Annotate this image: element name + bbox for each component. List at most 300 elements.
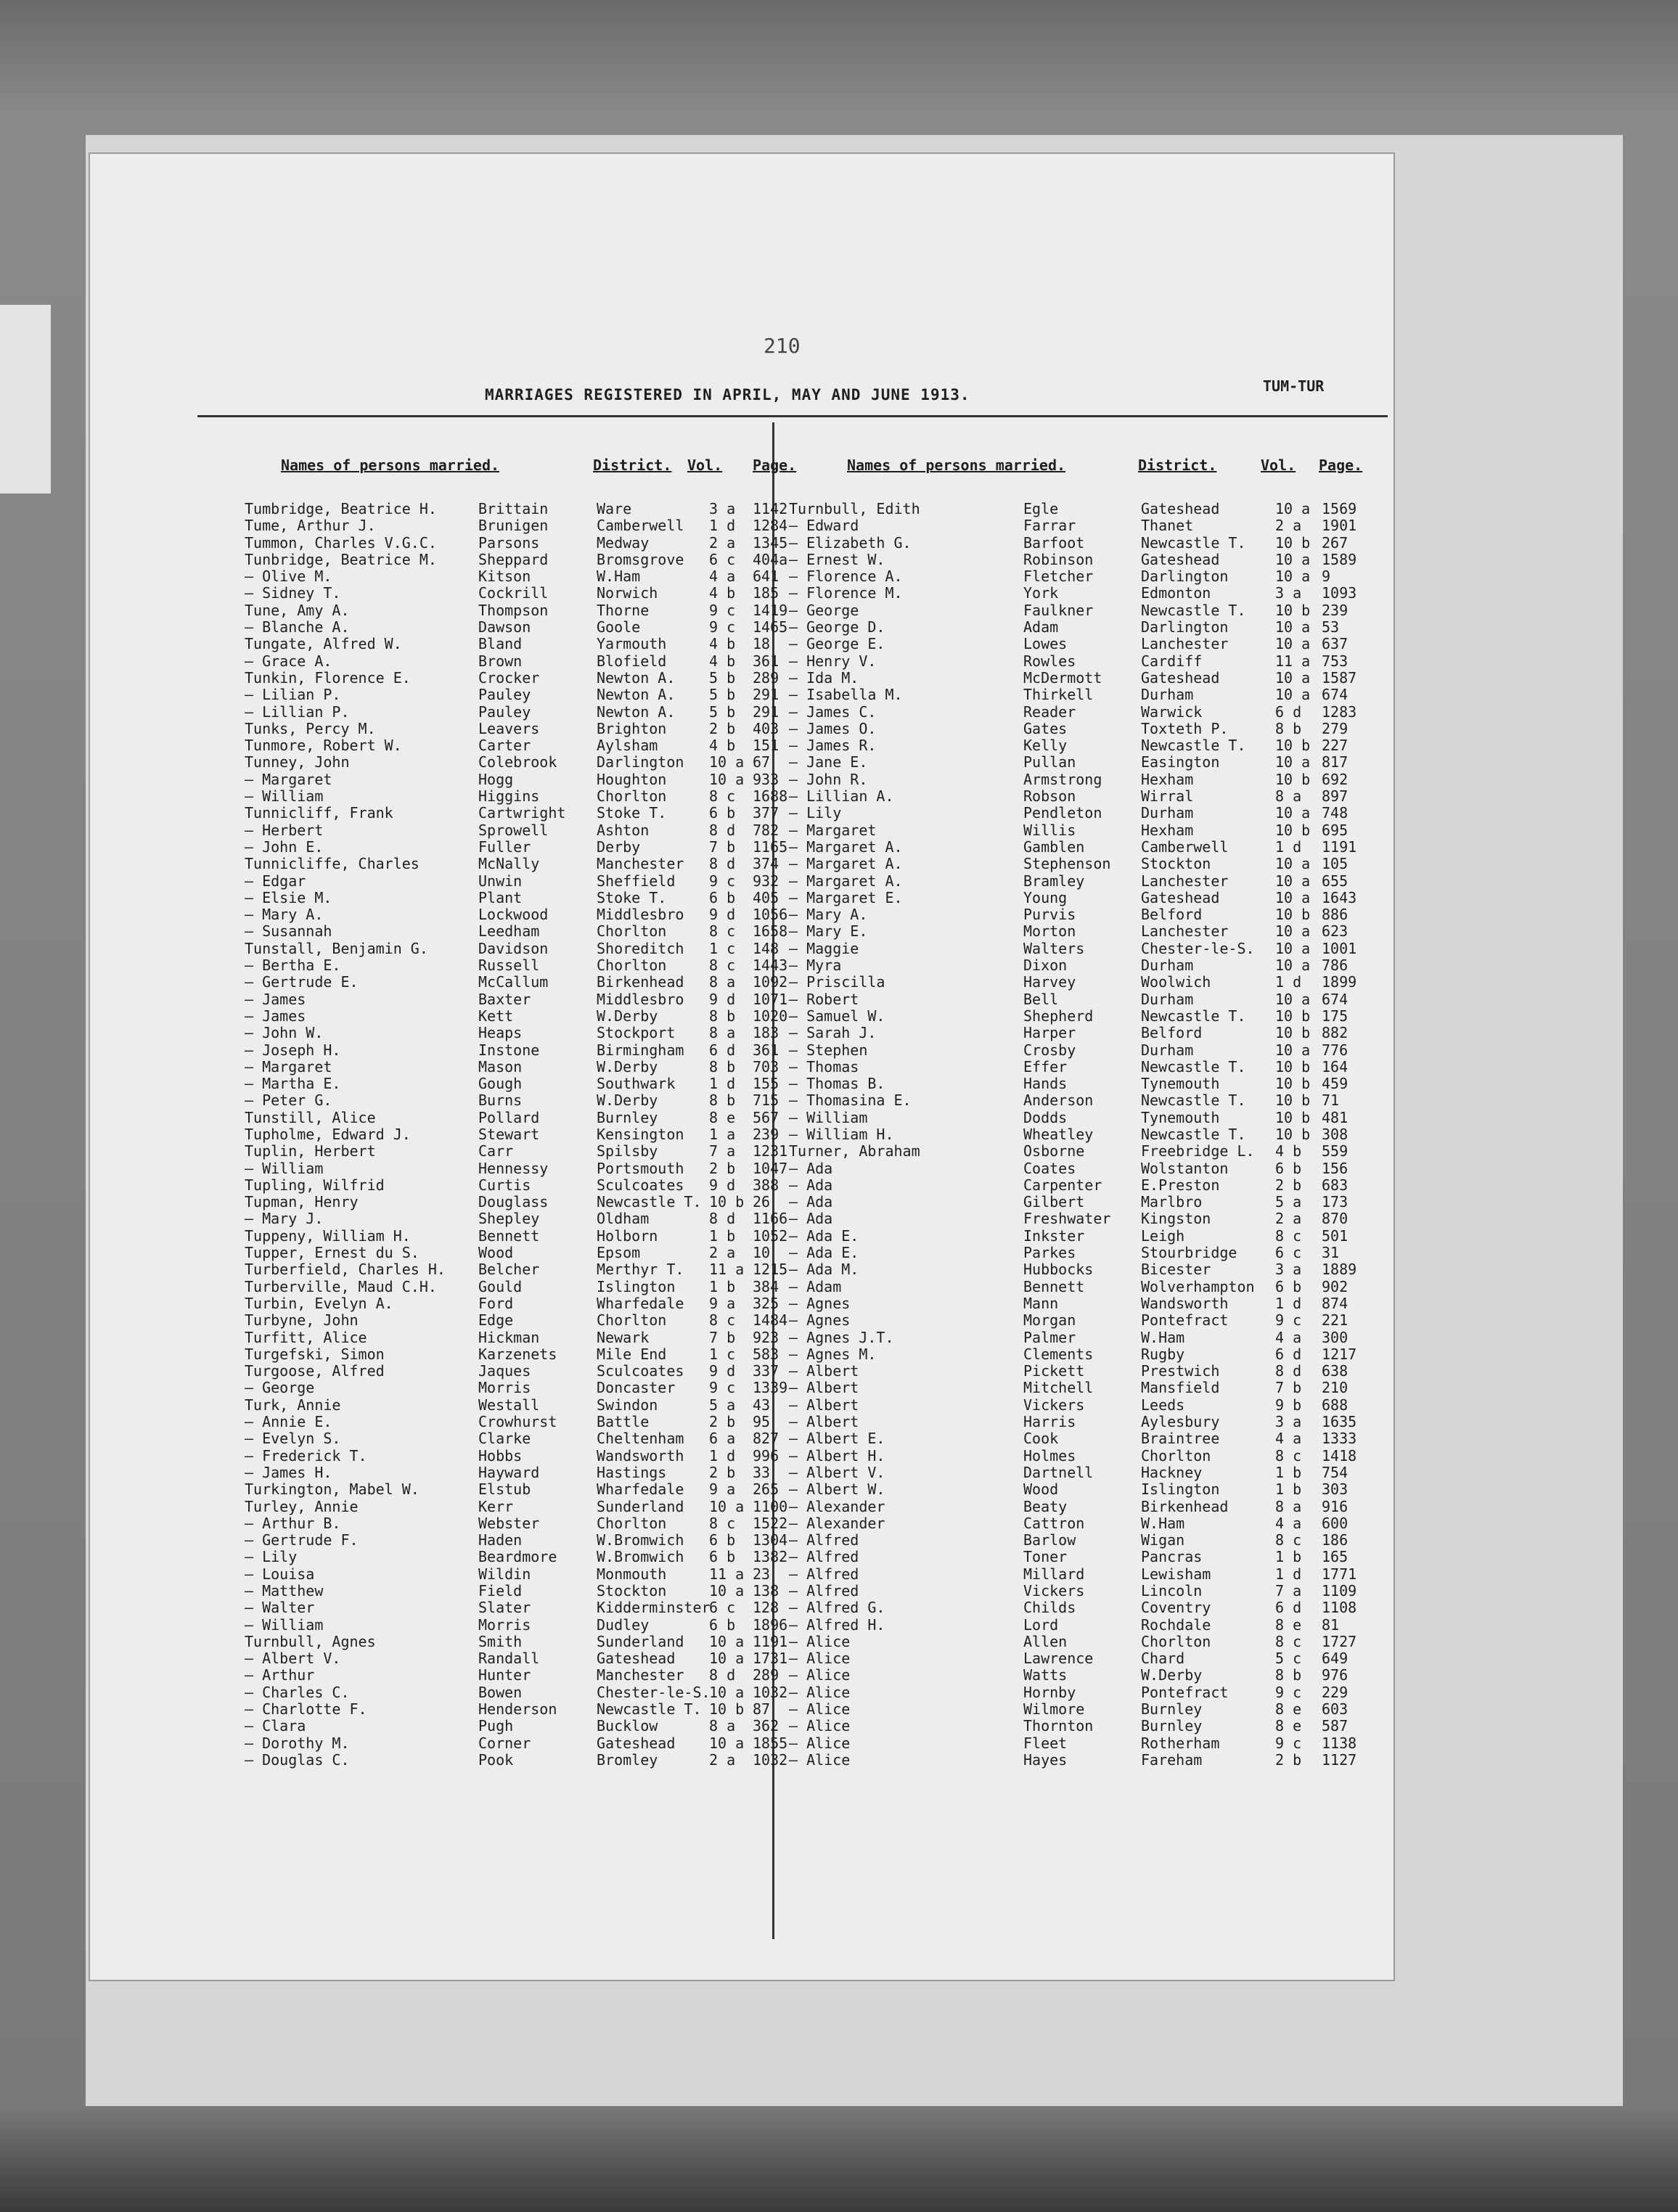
entry-name: Tupholme, Edward J. [245,1125,411,1143]
entry-name: — John E. [245,837,324,856]
entry-spouse-surname: Reader [1023,702,1076,721]
entry-volume: 1 d [1275,837,1302,856]
entry-name: — Sidney T. [245,584,341,602]
entry-spouse-surname: Adam [1023,618,1059,636]
entry-page: 692 [1322,770,1348,788]
entry-name: — Matthew [245,1582,324,1599]
entry-district: Birkenhead [597,973,684,991]
register-entry [789,1532,1370,1549]
entry-spouse-surname: Faulkner [1023,601,1094,619]
page-number: 210 [764,334,801,358]
entry-page: 1071 [753,990,788,1008]
entry-page: 183 [753,1024,779,1042]
entry-volume: 10 a [709,770,745,788]
entry-volume: 1 c [709,1345,736,1363]
entry-page: 1587 [1322,668,1357,687]
entry-district: Blofield [597,652,667,670]
entry-name: — Charlotte F. [245,1700,367,1719]
entry-name: — Gertrude E. [245,973,359,991]
entry-name: Turberville, Maud C.H. [245,1277,437,1295]
entry-page: 289 [753,668,779,687]
entry-name: — Margaret A. [789,837,903,856]
entry-spouse-surname: Higgins [478,787,540,806]
entry-name: — Louisa [245,1565,315,1583]
vol-header: Vol. [1261,456,1296,474]
entry-spouse-surname: Douglass [478,1193,549,1211]
register-entry [245,1599,779,1617]
entry-district: Newcastle T. [1141,1007,1246,1025]
register-entry [789,1008,1370,1025]
entry-name: Turgefski, Simon [245,1345,385,1363]
entry-page: 384 [753,1277,779,1295]
register-entry [245,635,771,653]
entry-volume: 7 a [709,1142,736,1160]
entry-volume: 8 e [1275,1615,1302,1634]
entry-spouse-surname: Gilbert [1023,1193,1085,1211]
page-header: Page. [1319,456,1363,474]
entry-district: Lanchester [1141,635,1229,653]
entry-name: — Elizabeth G. [789,533,912,552]
entry-spouse-surname: Wildin [478,1565,531,1583]
entry-volume: 9 a [709,1480,736,1499]
entry-spouse-surname: Pook [478,1750,514,1769]
entry-name: — Florence A. [789,568,903,586]
entry-volume: 6 d [709,1041,736,1059]
entry-spouse-surname: Belcher [478,1261,540,1279]
entry-district: Newark [597,1328,650,1346]
register-entry [789,1177,1370,1194]
entry-volume: 9 d [709,1176,736,1194]
entry-name: — Grace A. [245,652,332,670]
entry-spouse-surname: Mason [478,1057,523,1076]
register-entry [789,1499,1370,1515]
entry-volume: 8 e [1275,1717,1302,1735]
entry-page: 1643 [1322,888,1357,906]
entry-name: — James H. [245,1463,332,1481]
surname-range: TUM-TUR [1263,377,1325,395]
entry-volume: 10 a [709,1497,745,1515]
entry-name: — Ida M. [789,668,859,687]
entry-page: 1138 [1322,1734,1357,1752]
entry-page: 210 [1322,1379,1348,1397]
entry-district: Newcastle T. [1141,1057,1246,1076]
entry-spouse-surname: Stephenson [1023,855,1111,873]
entry-page: 655 [1322,872,1348,890]
register-entry [245,1497,788,1515]
entry-spouse-surname: Palmer [1023,1328,1076,1346]
register-entry [789,754,1370,771]
entry-page: 1418 [1322,1446,1357,1465]
entry-page: 1100 [753,1497,788,1515]
entry-district: Belford [1141,906,1203,924]
register-entry [245,550,788,568]
entry-volume: 10 a [709,1582,745,1599]
entry-spouse-surname: Morris [478,1379,531,1397]
entry-name: Turbyne, John [245,1311,359,1330]
entry-name: — Alice [789,1700,851,1719]
entry-name: Turley, Annie [245,1497,359,1515]
entry-name: — Frederick T. [245,1446,367,1465]
entry-name: — Lillian A. [789,787,894,806]
entry-name: — Elsie M. [245,888,332,906]
entry-page: 279 [1322,719,1348,737]
entry-volume: 9 c [1275,1311,1302,1330]
entry-name: Tupman, Henry [245,1193,359,1211]
entry-name: — Joseph H. [245,1041,341,1059]
register-entry [245,1362,779,1380]
entry-spouse-surname: Henderson [478,1700,557,1719]
entry-name: — Douglas C. [245,1750,350,1769]
entry-district: Hackney [1141,1463,1203,1481]
entry-district: Rugby [1141,1345,1185,1363]
register-entry [789,822,1370,839]
entry-district: Chorlton [1141,1446,1211,1465]
register-entry [245,1396,771,1414]
entry-page: 637 [1322,635,1348,653]
entry-name: — John R. [789,770,868,788]
register-entry [245,1226,788,1245]
entry-volume: 10 a [1275,855,1311,873]
entry-spouse-surname: Elstub [478,1480,531,1499]
entry-spouse-surname: Beaty [1023,1497,1068,1515]
entry-name: — Herbert [245,821,324,839]
entry-volume: 8 b [709,1007,736,1025]
entry-spouse-surname: Pendleton [1023,804,1102,822]
entry-spouse-surname: Kelly [1023,737,1068,755]
entry-page: 902 [1322,1277,1348,1295]
entry-page: 9 [1322,568,1331,586]
entry-page: 1589 [1322,550,1357,568]
entry-page: 501 [1322,1226,1348,1245]
entry-page: 916 [1322,1497,1348,1515]
register-entry [245,1007,788,1025]
entry-page: 185 [753,584,779,602]
entry-district: Spilsby [597,1142,658,1160]
entry-page: 782 [753,821,779,839]
register-entry [789,619,1370,636]
entry-name: — Peter G. [245,1091,332,1110]
register-entry [245,990,788,1008]
entry-name: Tumbridge, Beatrice H. [245,500,437,517]
register-entry [245,500,788,517]
entry-volume: 6 b [709,1531,736,1549]
entry-spouse-surname: Leedham [478,922,540,941]
entry-page: 1215 [753,1261,788,1279]
entry-volume: 10 b [1275,1057,1311,1076]
register-entry [789,1143,1370,1160]
entry-district: Brighton [597,719,667,737]
entry-district: Warwick [1141,702,1203,721]
entry-district: Manchester [597,855,684,873]
entry-name: — Thomasina E. [789,1091,912,1110]
register-entry [245,1750,788,1769]
entry-volume: 10 b [1275,1007,1311,1025]
entry-district: Portsmouth [597,1159,684,1177]
register-entry [789,737,1370,754]
entry-district: Monmouth [597,1565,667,1583]
entry-spouse-surname: Cockrill [478,584,549,602]
entry-name: — Albert W. [789,1480,885,1499]
entry-spouse-surname: Young [1023,888,1068,906]
entry-spouse-surname: Leavers [478,719,540,737]
entry-district: Holborn [597,1226,658,1245]
entry-page: 1047 [753,1159,788,1177]
entry-name: — Ernest W. [789,550,885,568]
entry-volume: 1 b [1275,1463,1302,1481]
register-entry [789,1650,1370,1667]
entry-volume: 10 a [1275,922,1311,941]
register-entry [245,753,771,771]
entry-district: Tynemouth [1141,1075,1220,1093]
entry-page: 291 [753,686,779,704]
entry-spouse-surname: Kerr [478,1497,514,1515]
entry-page: 1855 [753,1734,788,1752]
entry-name: — James C. [789,702,877,721]
entry-page: 776 [1322,1041,1348,1059]
entry-district: Leeds [1141,1396,1185,1414]
entry-district: Chorlton [597,922,667,941]
entry-volume: 6 b [1275,1277,1302,1295]
entry-spouse-surname: Coates [1023,1159,1076,1177]
entry-volume: 10 a [1275,668,1311,687]
entry-page: 1052 [753,1226,788,1245]
register-entry [789,1042,1370,1059]
entry-district: Pontefract [1141,1683,1229,1701]
entry-name: Tupling, Wilfrid [245,1176,385,1194]
entry-volume: 1 d [1275,1565,1302,1583]
entry-district: Thanet [1141,517,1194,535]
register-entry [245,1565,771,1583]
entry-page: 748 [1322,804,1348,822]
entry-spouse-surname: Sheppard [478,550,549,568]
entry-volume: 1 d [1275,973,1302,991]
entry-district: Marlbro [1141,1193,1203,1211]
entry-page: 1688 [753,787,788,806]
entry-spouse-surname: Fleet [1023,1734,1068,1752]
entry-spouse-surname: Ford [478,1294,514,1312]
entry-volume: 8 c [1275,1226,1302,1245]
entry-name: — Alice [789,1734,851,1752]
entry-page: 151 [753,737,779,755]
entry-volume: 8 a [1275,1497,1302,1515]
entry-district: Hastings [597,1463,667,1481]
entry-volume: 3 a [1275,1261,1302,1279]
register-entry [789,1245,1370,1261]
entry-district: Coventry [1141,1599,1211,1617]
entry-name: Tungate, Alfred W. [245,635,402,653]
entry-name: — Alice [789,1683,851,1701]
register-entry [789,704,1370,721]
entry-name: — Martha E. [245,1075,341,1093]
register-entry [245,973,788,991]
register-entry [245,1024,779,1042]
entry-volume: 6 b [709,1548,736,1566]
entry-district: Newton A. [597,686,676,704]
entry-name: — James [245,1007,306,1025]
entry-page: 786 [1322,957,1348,975]
entry-name: — William [245,787,324,806]
entry-district: Toxteth P. [1141,719,1229,737]
register-entry [245,1514,788,1532]
register-entry [245,1075,779,1093]
entry-district: Wigan [1141,1531,1185,1549]
entry-volume: 6 d [1275,1345,1302,1363]
entry-name: — Albert [789,1362,859,1380]
entry-volume: 10 a [709,1683,745,1701]
entry-name: — Clara [245,1717,306,1735]
entry-volume: 7 b [1275,1379,1302,1397]
entry-page: 623 [1322,922,1348,941]
entry-spouse-surname: Plant [478,888,523,906]
entry-district: Stourbridge [1141,1244,1237,1262]
entry-spouse-surname: Willis [1023,821,1076,839]
entry-district: Durham [1141,957,1194,975]
entry-page: 1166 [753,1210,788,1228]
entry-district: Mansfield [1141,1379,1220,1397]
entry-district: Burnley [597,1108,658,1126]
entry-district: Newcastle T. [1141,601,1246,619]
entry-district: Rotherham [1141,1734,1220,1752]
entry-volume: 8 e [709,1108,736,1126]
entry-volume: 10 a [1275,990,1311,1008]
entry-volume: 5 b [709,702,736,721]
entry-spouse-surname: Brittain [478,500,549,517]
entry-page: 405 [753,888,779,906]
entry-district: Prestwich [1141,1362,1220,1380]
entry-name: — Agnes [789,1311,851,1330]
entry-spouse-surname: Bland [478,635,523,653]
entry-page: 1901 [1322,517,1357,535]
entry-district: Bromley [597,1750,658,1769]
entry-district: Darlington [597,753,684,771]
entry-name: — Margaret [789,821,877,839]
entry-name: — Bertha E. [245,957,341,975]
entry-name: — William [245,1615,324,1634]
entry-page: 148 [753,939,779,957]
entry-spouse-surname: Crowhurst [478,1413,557,1431]
entry-page: 291 [753,702,779,721]
register-entry [245,1480,779,1499]
entry-district: Belford [1141,1024,1203,1042]
entry-name: — Margaret A. [789,855,903,873]
entry-volume: 8 c [1275,1446,1302,1465]
entry-name: — Evelyn S. [245,1430,341,1448]
entry-page: 1217 [1322,1345,1357,1363]
register-entry [789,1617,1370,1634]
entry-district: Tynemouth [1141,1108,1220,1126]
entry-name: — Isabella M. [789,686,903,704]
entry-volume: 8 a [709,1717,736,1735]
entry-page: 1443 [753,957,788,975]
register-entry [245,1700,771,1719]
entry-page: 175 [1322,1007,1348,1025]
entry-volume: 4 b [709,652,736,670]
entry-spouse-surname: Baxter [478,990,531,1008]
entry-page: 403 [753,719,779,737]
entry-district: Islington [1141,1480,1220,1499]
entry-district: Kensington [597,1125,684,1143]
register-entry [245,1193,771,1211]
entry-page: 897 [1322,787,1348,806]
entry-district: Ashton [597,821,650,839]
entry-volume: 10 b [1275,1024,1311,1042]
entry-page: 1127 [1322,1750,1357,1769]
entry-district: Stoke T. [597,804,667,822]
entry-name: — Agnes J.T. [789,1328,894,1346]
entry-name: Tunnicliffe, Charles [245,855,420,873]
entry-page: 1771 [1322,1565,1357,1583]
register-entry [245,1210,788,1228]
entry-page: 1731 [753,1650,788,1668]
entry-spouse-surname: Corner [478,1734,531,1752]
entry-spouse-surname: Lockwood [478,906,549,924]
entry-volume: 2 b [709,719,736,737]
entry-page: 43 [753,1396,771,1414]
entry-name: — John W. [245,1024,324,1042]
entry-name: Tunmore, Robert W. [245,737,402,755]
register-entry [789,568,1370,585]
entry-spouse-surname: Bell [1023,990,1059,1008]
entry-volume: 4 a [1275,1430,1302,1448]
entry-district: Wharfedale [597,1294,684,1312]
entry-district: Kingston [1141,1210,1211,1228]
entry-spouse-surname: Fuller [478,837,531,856]
entry-district: Burnley [1141,1717,1203,1735]
entry-name: — Albert [789,1379,859,1397]
entry-page: 754 [1322,1463,1348,1481]
register-entry [789,602,1370,619]
entry-volume: 8 a [1275,787,1302,806]
entry-page: 874 [1322,1294,1348,1312]
entry-page: 1056 [753,906,788,924]
entry-name: — Priscilla [789,973,885,991]
entry-name: — Lily [245,1548,298,1566]
entry-page: 300 [1322,1328,1348,1346]
vol-header: Vol. [687,456,723,474]
entry-page: 67 [753,753,771,771]
entry-spouse-surname: Morris [478,1615,531,1634]
entry-volume: 8 b [709,1057,736,1076]
entry-district: W.Derby [597,1057,658,1076]
entry-district: Easington [1141,753,1220,771]
entry-name: — Mary A. [789,906,868,924]
entry-district: Middlesbro [597,906,684,924]
entry-volume: 9 c [1275,1734,1302,1752]
entry-volume: 9 a [709,1294,736,1312]
entry-name: — Ada M. [789,1261,859,1279]
entry-page: 325 [753,1294,779,1312]
entry-page: 638 [1322,1362,1348,1380]
register-entry [789,1312,1370,1329]
entry-page: 71 [1322,1091,1340,1110]
entry-spouse-surname: Parkes [1023,1244,1076,1262]
entry-volume: 2 a [1275,1210,1302,1228]
entry-spouse-surname: Dawson [478,618,531,636]
register-entry [789,1465,1370,1481]
entry-spouse-surname: Vickers [1023,1396,1085,1414]
entry-volume: 4 b [709,635,736,653]
entry-name: — James R. [789,737,877,755]
entry-spouse-surname: Vickers [1023,1582,1085,1599]
register-entry [789,636,1370,652]
register-entry [789,1194,1370,1211]
entry-name: Tunnicliff, Frank [245,804,393,822]
entry-volume: 9 c [709,872,736,890]
register-entry [789,1566,1370,1583]
entry-page: 1896 [753,1615,788,1634]
entry-spouse-surname: Heaps [478,1024,523,1042]
register-entry [245,1463,771,1481]
